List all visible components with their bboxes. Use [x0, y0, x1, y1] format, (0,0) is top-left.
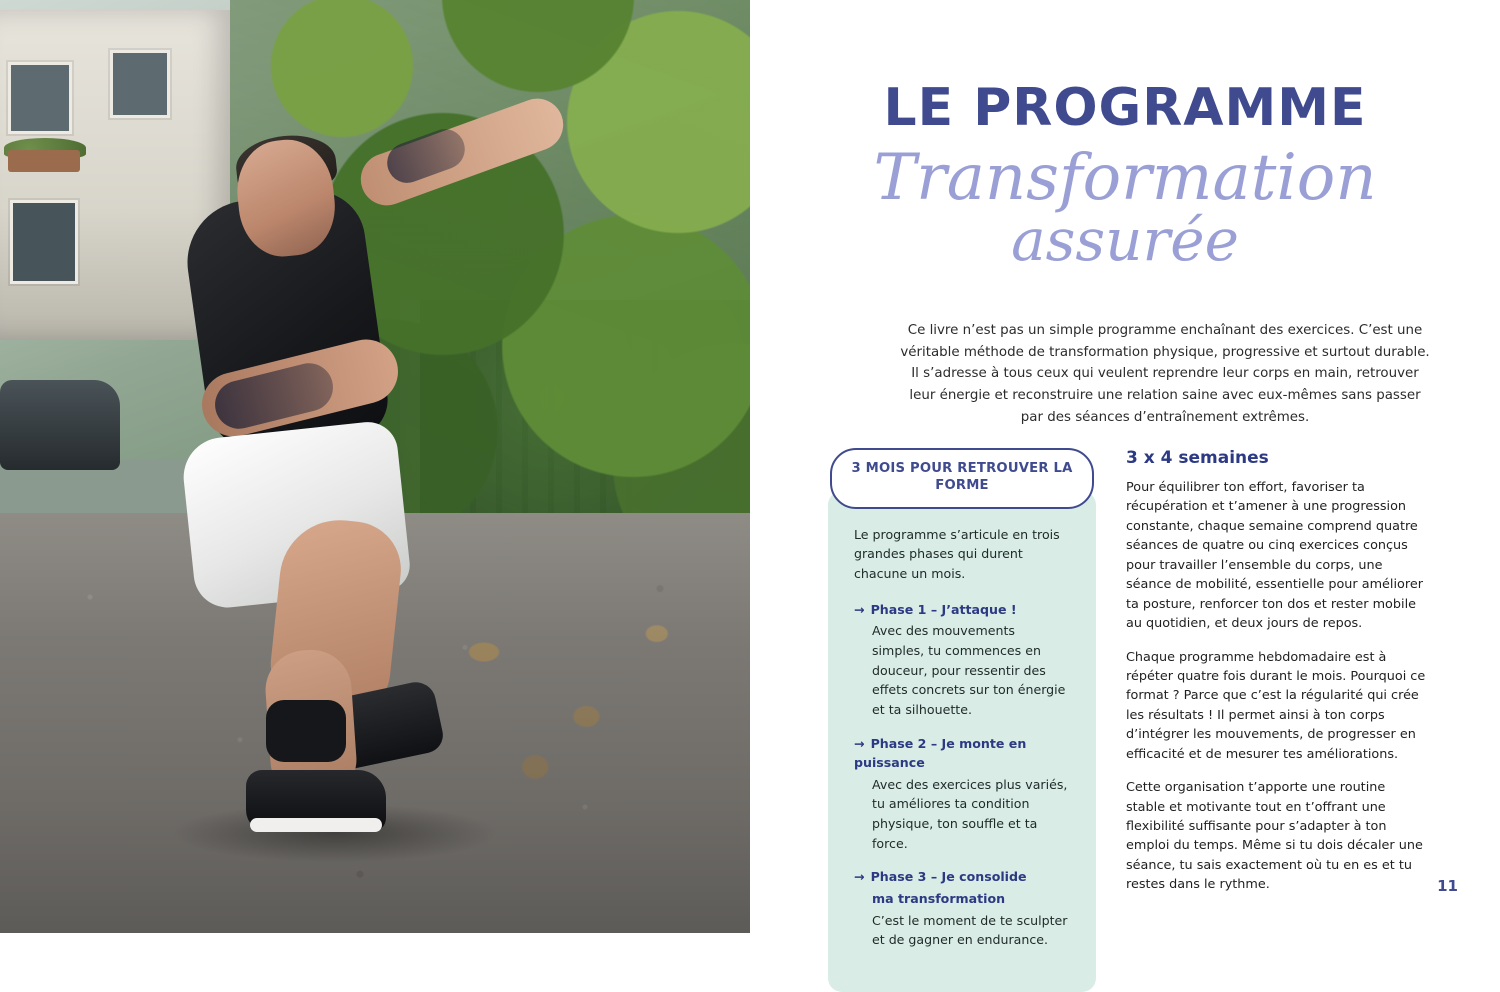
- phase-description: Avec des exercices plus variés, tu améliores ta condition physique, ton souffle et ta force.: [872, 776, 1068, 851]
- phase-description: C’est le moment de te sculpter et de gagner en endurance.: [872, 912, 1068, 948]
- left-column: [828, 448, 1096, 992]
- subtitle-line-2: assurée: [1011, 205, 1239, 274]
- two-column-body: [828, 448, 1428, 992]
- status-badge: 3 MOIS POUR RETROUVER LA FORME: [830, 448, 1094, 509]
- body-paragraph: Cette organisation t’apporte une routine stable et motivante tout en t’offrant une flexibilité suffisante pour s’adapter à ton emploi du temps. Même si tu dois décaler une séance, tu sais exactement où tu en es et tu restes dans le rythme.: [1126, 780, 1423, 893]
- phase-item: [854, 867, 1070, 950]
- body-paragraph: Chaque programme hebdomadaire est à répéter quatre fois durant le mois. Pourquoi ce format ? Parce que c’est la régularité qui crée les résultats ! Il permet ainsi à ton corps d’intégrer les mouvements, de progresser en efficacité et de mesurer tes améliorations.: [1126, 649, 1426, 762]
- phase-heading: [854, 867, 1070, 887]
- phase-heading: [854, 734, 1070, 773]
- phase-description: Avec des mouvements simples, tu commences en douceur, pour ressentir des effets concrets sur ton énergie et ta silhouette.: [872, 623, 1066, 717]
- phase-item: [854, 734, 1070, 854]
- page-number: 11: [1437, 877, 1458, 895]
- arrow-icon: →: [854, 601, 865, 617]
- content-page: [750, 0, 1500, 948]
- phase-item: [854, 600, 1070, 720]
- sock: [266, 700, 346, 762]
- phase-title: Phase 2 – Je monte en puissance: [854, 735, 1027, 771]
- photo-page: [0, 0, 750, 933]
- arrow-icon: →: [854, 735, 865, 751]
- page-title: LE PROGRAMME: [883, 78, 1367, 138]
- subtitle-line-1: Transformation: [873, 141, 1377, 215]
- phase-title-line-2: ma transformation: [872, 891, 1006, 907]
- section-heading: 3 x 4 semaines: [1126, 448, 1269, 468]
- page-subtitle-script: [750, 141, 1500, 274]
- athlete-lunge-stretch-photo: [0, 0, 750, 933]
- body-paragraph: Pour équilibrer ton effort, favoriser ta récupération et t’amener à une progression constante, chaque semaine comprend quatre séances de quatre ou cinq exercices conçus pour travailler l’ensemble du corps, une séance de mobilité, essentielle pour améliorer ta posture, renforcer ton dos et rester mobile au quotidien, et deux jours de repos.: [1126, 480, 1423, 632]
- phase-heading: [854, 600, 1070, 620]
- phase-title: Phase 1 – J’attaque !: [870, 601, 1017, 617]
- shoe-sole: [250, 818, 382, 832]
- panel-intro-text: Le programme s’articule en trois grandes phases qui durent chacune un mois.: [854, 526, 1060, 582]
- phases-panel: [828, 491, 1096, 992]
- phase-title: Phase 3 – Je consolide: [870, 869, 1027, 885]
- intro-paragraph: Ce livre n’est pas un simple programme enchaînant des exercices. C’est une véritable méthode de transformation physique, progressive et surtout durable. Il s’adresse à tous ceux qui veulent reprendre leur corps en main, retrouver leur énergie et reconstruire une relation saine avec eux-mêmes sans passer par des séances d’entraînement extrêmes.: [900, 323, 1430, 425]
- right-column: [1126, 448, 1428, 992]
- arrow-icon: →: [854, 869, 865, 885]
